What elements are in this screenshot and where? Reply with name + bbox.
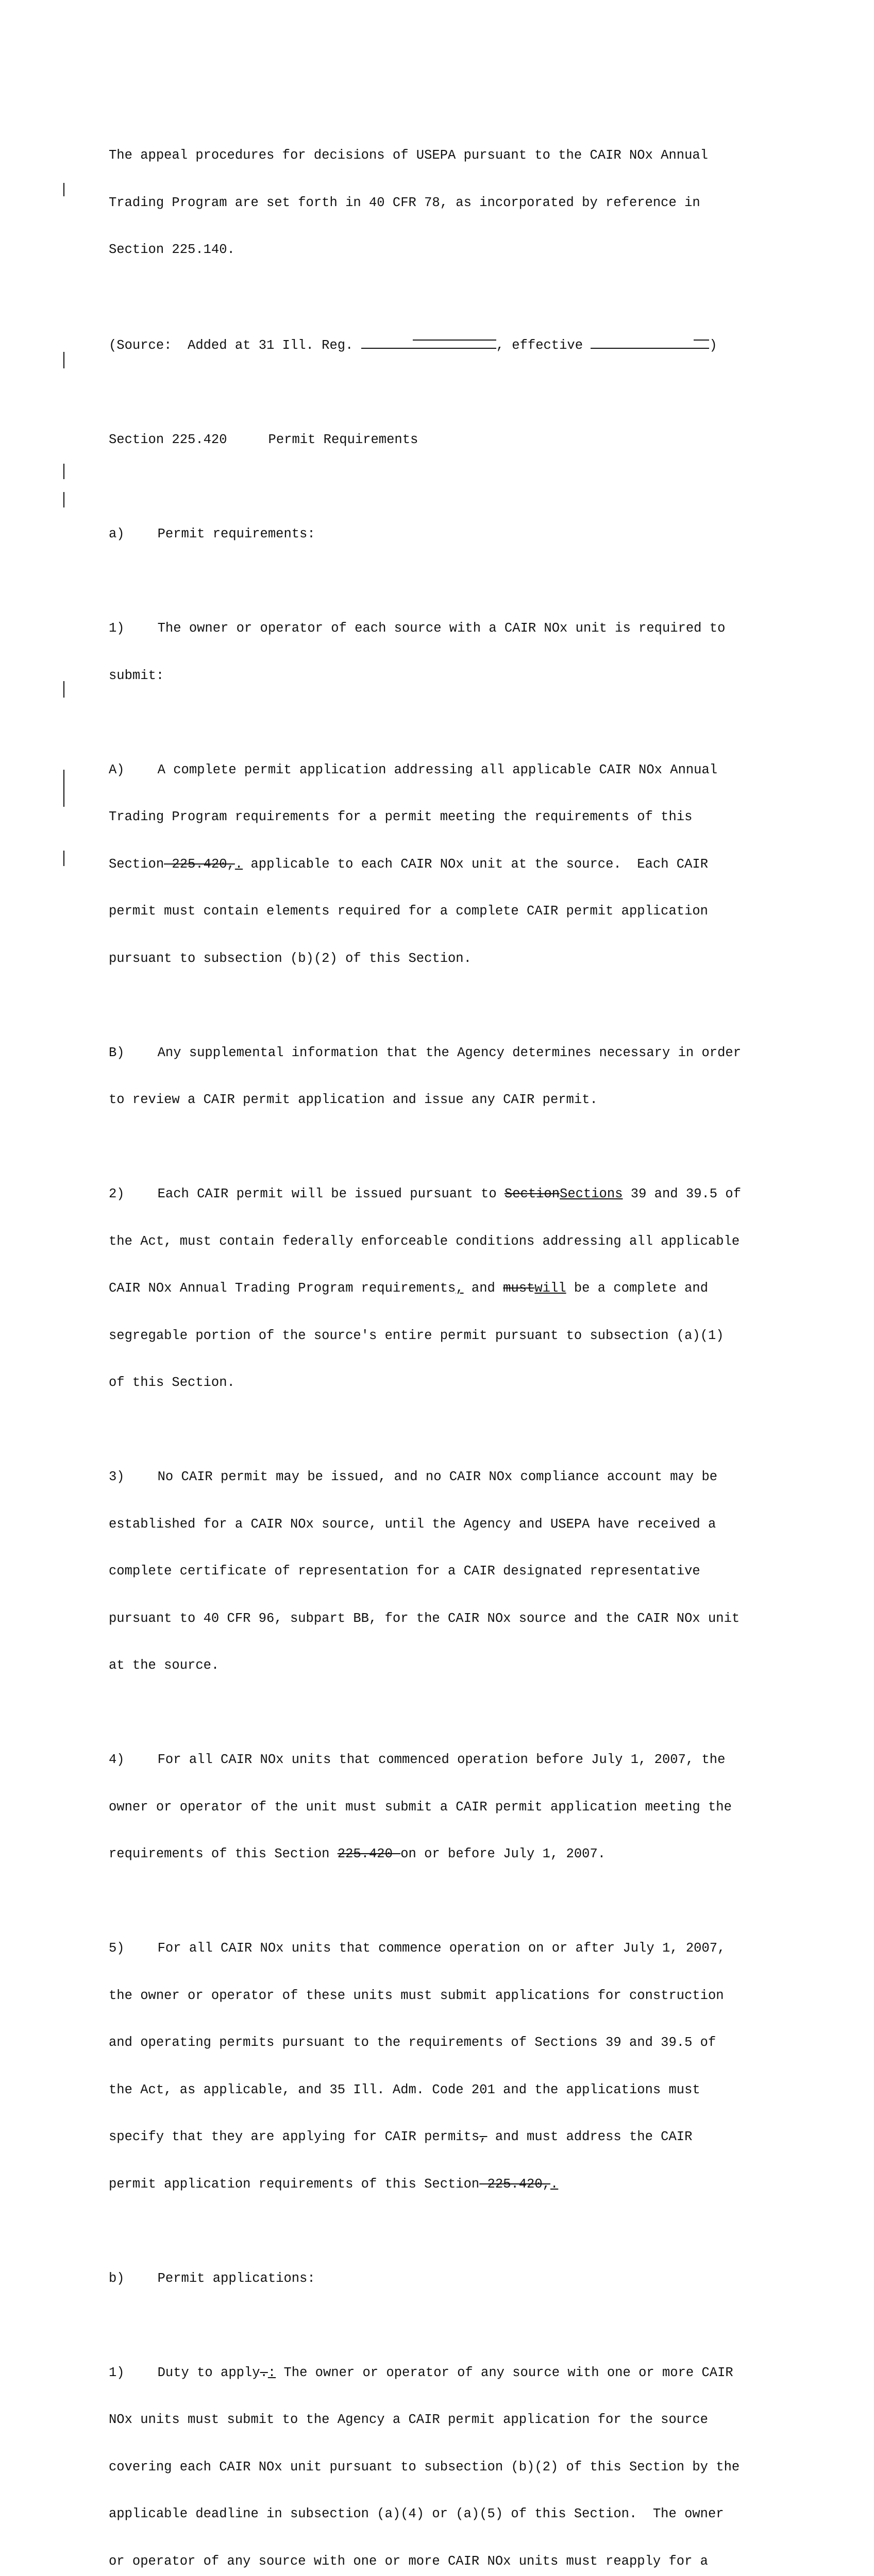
text-line: established for a CAIR NOx source, until the Agency and USEPA have received a — [109, 1517, 794, 1533]
subsection-label: 1) — [109, 621, 125, 636]
subsection-a1 — [109, 589, 794, 715]
subsection-a1B — [109, 1014, 794, 1140]
text-line: permit must contain elements required for a complete CAIR permit application — [109, 904, 794, 920]
subsection-label: 4) — [109, 1752, 125, 1767]
paragraph-intro — [109, 116, 794, 290]
deleted-text: 225.420, — [479, 2177, 550, 2192]
text-line: For all CAIR NOx units that commence operation on or after July 1, 2007, — [158, 1941, 726, 1956]
subsection-a2: 2) Each CAIR permit will be issued pursuant to SectionSections 39 and 39.5 of the Act, must contain federally enforceable conditions addressing all applicable CAIR NOx Annual Trading Program requirements, and mustwill be a complete and segregable portion of the source's entire permit pursuant to subsection (a)(1) of this Section. — [109, 1155, 794, 1422]
subsection-a3 — [109, 1438, 794, 1705]
text-line: For all CAIR NOx units that commenced operation before July 1, 2007, the — [158, 1752, 726, 1767]
revision-bar — [63, 464, 64, 479]
text-line: at the source. — [109, 1658, 794, 1674]
subsection-b — [109, 2240, 794, 2318]
revision-bar — [63, 851, 64, 866]
deleted-text: must — [503, 1281, 534, 1296]
subsection-label: B) — [109, 1045, 125, 1060]
text-line: A complete permit application addressing all applicable CAIR NOx Annual — [158, 762, 717, 777]
revision-bar — [63, 352, 64, 368]
inserted-text: , — [456, 1281, 463, 1296]
source-suffix: ) — [709, 338, 717, 353]
effective-blank — [591, 336, 709, 349]
subsection-label: A) — [109, 762, 125, 777]
subsection-label: a) — [109, 527, 125, 541]
revision-bar — [63, 492, 64, 507]
text-line: the owner or operator of these units must submit applications for construction — [109, 1988, 794, 2004]
text-line: the Act, as applicable, and 35 Ill. Adm. Code 201 and the applications must — [109, 2082, 794, 2098]
subsection-label: 3) — [109, 1469, 125, 1484]
text-line: complete certificate of representation for a CAIR designated representative — [109, 1564, 794, 1580]
text-line: Any supplemental information that the Agency determines necessary in order — [158, 1045, 741, 1060]
source-note — [109, 305, 794, 385]
revision-bar — [63, 681, 64, 698]
subsection-label: 5) — [109, 1941, 125, 1956]
text-line: NOx units must submit to the Agency a CAIR permit application for the source — [109, 2412, 794, 2428]
revision-bar — [63, 770, 64, 807]
text-line: pursuant to 40 CFR 96, subpart BB, for the CAIR NOx source and the CAIR NOx unit — [109, 1611, 794, 1627]
section-title: Permit Requirements — [268, 432, 418, 447]
text-line: segregable portion of the source's entire permit pursuant to subsection (a)(1) — [109, 1328, 794, 1344]
section-number: Section 225.420 — [109, 432, 227, 447]
text-line: applicable deadline in subsection (a)(4) or (a)(5) of this Section. The owner — [109, 2506, 794, 2522]
text-line: pursuant to subsection (b)(2) of this Section. — [109, 951, 794, 967]
inserted-text: will — [534, 1281, 566, 1296]
text-line: submit: — [109, 668, 794, 684]
deleted-text: , — [479, 2129, 487, 2144]
subsection-label: b) — [109, 2271, 125, 2286]
deleted-text: . — [260, 2365, 268, 2380]
text-line: the Act, must contain federally enforceable conditions addressing all applicable — [109, 1234, 794, 1250]
subsection-b1: 1) Duty to apply.: The owner or operator of any source with one or more CAIR NOx units must submit to the Agency a CAIR permit application for the source covering each CAIR NOx unit pursuant to subsection (b)(2) of this Section by the applicable deadline in subsection (a)(4) or (a)(5) of this Section. The owner or operator of any source with one or more CAIR NOx units must reapply for a — [109, 2334, 794, 2576]
text-line: and operating permits pursuant to the requirements of Sections 39 and 39.5 of — [109, 2035, 794, 2051]
text-line: to review a CAIR permit application and issue any CAIR permit. — [109, 1092, 794, 1108]
text-line: Trading Program are set forth in 40 CFR 78, as incorporated by reference in — [109, 195, 794, 211]
register-blank — [361, 336, 496, 349]
inserted-text: : — [268, 2365, 276, 2380]
text-line: Trading Program requirements for a permit meeting the requirements of this — [109, 809, 794, 825]
inserted-text: . — [550, 2177, 558, 2192]
document-page — [109, 116, 794, 2576]
subsection-text: Permit applications: — [158, 2271, 315, 2286]
subsection-text: Permit requirements: — [158, 527, 315, 541]
revision-bar — [63, 183, 64, 196]
subsection-a5: 5) For all CAIR NOx units that commence operation on or after July 1, 2007, the owner or operator of these units must submit applications for construction and operating permits pursuant to the requirements of Sections 39 and 39.5 of the Act, as applicable, and 35 Ill. Adm. Code 201 and the applications must specify that they are applying for CAIR permits, and must address the CAIR permit application requirements of this Section 225.420,. — [109, 1909, 794, 2224]
deleted-text: 225.420 — [338, 1846, 400, 1861]
subsection-label: 1) — [109, 2365, 125, 2380]
text-line: Section 225.140. — [109, 242, 794, 258]
subsection-a — [109, 495, 794, 574]
text-line: owner or operator of the unit must submit a CAIR permit application meeting the — [109, 1800, 794, 1816]
subsection-a1A: A) A complete permit application addressing all applicable CAIR NOx Annual Trading Program requirements for a permit meeting the requirements of this Section 225.420,. applicable to each CAIR NOx unit at the source. Each CAIR permit must contain elements required for a complete CAIR permit application pursuant to subsection (b)(2) of this Section. — [109, 731, 794, 998]
text-line: The owner or operator of each source with a CAIR NOx unit is required to — [158, 621, 726, 636]
source-mid: , effective — [496, 338, 591, 353]
text-line: of this Section. — [109, 1375, 794, 1391]
subsection-a4: 4) For all CAIR NOx units that commenced operation before July 1, 2007, the owner or operator of the unit must submit a CAIR permit application meeting the requirements of this Section 225.420 on or before July 1, 2007. — [109, 1721, 794, 1894]
inserted-text: Sections — [560, 1187, 623, 1201]
subsection-label: 2) — [109, 1187, 125, 1201]
inserted-text: . — [235, 857, 243, 872]
section-heading — [109, 401, 794, 480]
text-line: or operator of any source with one or more CAIR NOx units must reapply for a — [109, 2554, 794, 2570]
deleted-text: 225.420, — [164, 857, 235, 872]
source-prefix: (Source: Added at 31 Ill. Reg. — [109, 338, 361, 353]
text-line: No CAIR permit may be issued, and no CAIR NOx compliance account may be — [158, 1469, 717, 1484]
text-line: covering each CAIR NOx unit pursuant to subsection (b)(2) of this Section by the — [109, 2460, 794, 2476]
text-line: The appeal procedures for decisions of USEPA pursuant to the CAIR NOx Annual — [109, 148, 794, 164]
deleted-text: Section — [505, 1187, 560, 1201]
